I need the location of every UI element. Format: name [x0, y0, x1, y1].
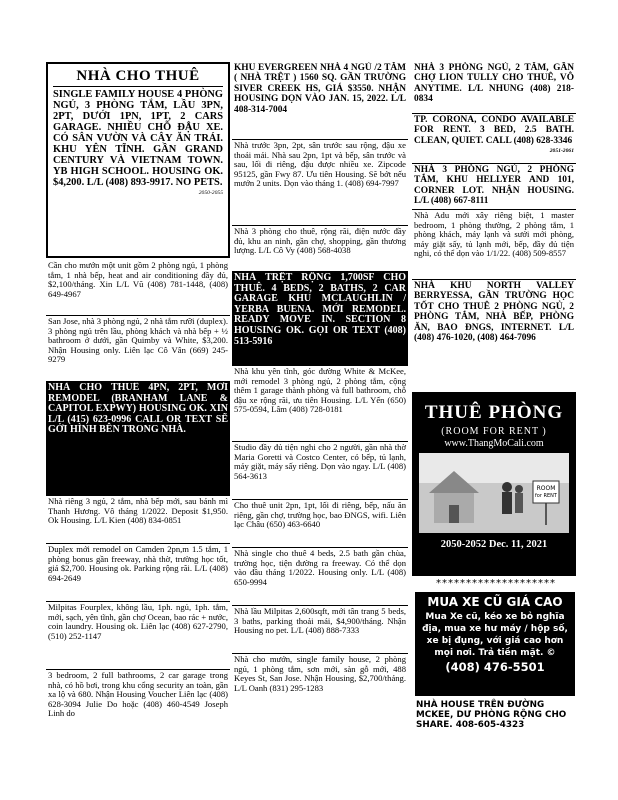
- car-ad-phone: (408) 476-5501: [445, 660, 545, 674]
- classified-ad: Nhà Adu mới xây riêng biệt, 1 master bedroom, 1 phòng thường, 2 phòng tắm, 1 phòng khách, máy lạnh và sưởi mới phòng, máy giặt sấy, tủ lạnh mới, bếp, đầy đủ tiện nghi, có thể dọn vào 1/1/22. (408) 509-8557: [412, 210, 576, 280]
- classified-ad-bold: [412, 114, 576, 164]
- car-ad-body: Mua Xe cũ, kéo xe bỏ nghĩa địa, mua xe hư máy / hộp số, xe bị đụng, với giá cao hơn mọi nơi. Trả tiền mặt. ©: [422, 612, 568, 658]
- inverse-ad: NHÀ CHO THUÊ 4PN, 2PT, MỚI REMODEL (BRANHAM LANE & CAPITOL EXPWY) HOUSING OK. XIN L/L (415) 623-0996 CALL OR TEXT SẼ GỞI HÌNH BÊN TRONG NHÀ.: [46, 382, 230, 496]
- room-subtitle: (ROOM FOR RENT ): [441, 426, 547, 437]
- classified-ad: Cho thuê unit 2pn, 1pt, lối đi riêng, bếp, nấu ăn riêng, gần chợ, trường học, bao ĐNGS, wifi. Liên lạc Châu (650) 463-6640: [232, 500, 408, 548]
- classified-ad: Nhà 3 phòng cho thuê, rộng rãi, điện nước đầy đủ, khu an ninh, gần chợ, shopping, gần thương lượng. L/L Cô Vy (408) 568-4038: [232, 226, 408, 272]
- house-illustration-icon: [419, 453, 569, 533]
- classified-ad: Milpitas Fourplex, không lầu, 1ph. ngủ, 1ph. tắm, mới, sạch, yên tĩnh, gần chợ Ocean, bao rác + nước, coin laundry. Housing ok. Liên lạc (408) 627-2790, (510) 252-1147: [46, 602, 230, 670]
- classified-ad-bold: NHÀ KHU NORTH VALLEY BERRYESSA, GẦN TRƯỜNG HỌC TỐT CHO THUÊ 2 PHÒNG NGỦ, 2 PHÒNG TẮM, NHÀ BẾP, PHÒNG ĂN, BAO ĐNGS, INTERNET. L/L (408) 476-1020, (408) 464-7096: [414, 281, 574, 344]
- classified-ad: Cần cho mướn một unit gồm 2 phòng ngủ, 1 phòng tắm, 1 nhà bếp, heat and air conditioning đầy đủ, $2,100/tháng. Xin L/L Vũ (408) 781-1448, (408) 649-4967: [46, 260, 230, 316]
- used-car-ad-box: [415, 592, 575, 696]
- classified-ad: Duplex mới remodel on Camden 2pn,m 1.5 tắm, 1 phòng bonus gần freeway, nhà thờ, trường học tốt, giá $2,700. Housing ok. Parking rộng rãi. L/L (408) 694-2649: [46, 544, 230, 602]
- classified-ad: Nhà khu yên tĩnh, góc đường White & McKee, mới remodel 3 phòng ngủ, 2 phòng tắm, cộng thêm 1 garage thành phòng và full bathroom, chỗ đậu xe rộng rãi, ưu tiên Housing. L/L Yến (650) 575-0594, Lâm (408) 728-0181: [232, 366, 408, 442]
- classified-ad: Nhà trước 3pn, 2pt, sân trước sau rộng, đậu xe thoải mái. Nhà sau 2pn, 1pt và bếp, sân trước và sau, lối đi riêng, đậu được nhiều xe. Zipcode 95125, gần Fwy 87. Ưu tiên Housing. Sẽ bớt nếu mướn 2 units. Dọn vào tháng 1. (408) 694-7997: [232, 140, 408, 226]
- classified-ad: Nhà riêng 3 ngủ, 2 tắm, nhà bếp mới, sau bánh mì Thanh Hương. Vô tháng 1/2022. Deposit $1,950. Ok Housing. L/L Kien (408) 834-0851: [46, 496, 230, 544]
- column-1: [46, 62, 230, 746]
- issue-date: 2050-2052 Dec. 11, 2021: [440, 539, 548, 550]
- sign-line-1: ROOM: [536, 485, 556, 492]
- classified-ad: Studio đầy đủ tiện nghi cho 2 người, gần nhà thờ Maria Goretti và Costco Center, có bếp, tủ lạnh, máy giặt, máy sấy riêng. Dọn vào ngay. L/L (408) 564-3613: [232, 442, 408, 500]
- classified-ad: Nhà single cho thuê 4 beds, 2.5 bath gần chùa, trường học, tiện đường ra freeway. Có thể dọn vào đầu tháng 1/2022. Housing only. L/L (408) 650-9994: [232, 548, 408, 606]
- column-3: [412, 62, 576, 366]
- room-for-rent-box: [412, 392, 576, 576]
- car-ad-title: MUA XE CŨ GIÁ CAO: [427, 595, 563, 609]
- room-url: www.ThangMoCali.com: [444, 438, 544, 449]
- featured-ad-box: [46, 62, 230, 258]
- classified-ad-bold: NHÀ 3 PHÒNG NGỦ, 2 PHÒNG TẮM, KHU HELLYER AND 101, CORNER LOT. NHẬN HOUSING. L/L (408) 667-8111: [412, 164, 576, 210]
- classified-ad: Nhà cho mướn, single family house, 2 phòng ngủ, 1 phòng tắm, sơn mới, sàn gỗ mới, 488 Keyes St, San Jose. Nhận Housing, $2,700/tháng. L/L Oanh (831) 295-1283: [234, 654, 406, 693]
- featured-ad-body: SINGLE FAMILY HOUSE 4 PHÒNG NGỦ, 3 PHÒNG TẮM, LẦU 3PN, 2PT, DƯỚI 1PN, 1PT, 2 CARS GARAGE. NHIỀU CHỖ ĐẬU XE. CÓ SÂN VƯỜN VÀ CÂY ĂN TRÁI. KHU YÊN TĨNH. GẦN GRAND CENTURY VÀ VIETNAM TOWN. YB HIGH SCHOOL. HOUSING OK. $4,200. L/L (408) 893-9917. NO PETS.: [53, 89, 223, 188]
- inverse-ad: NHÀ TRỆT RỘNG 1,700SF CHO THUÊ. 4 BEDS, 2 BATHS, 2 CAR GARAGE KHU MCLAUGHLIN / YERBA BUENA. MỚI REMODEL. READY MOVE IN. SECTION 8 HOUSING OK. GỌI OR TEXT (408) 513-5916: [232, 272, 408, 366]
- room-illustration: [419, 453, 569, 533]
- top-ad-evergreen: KHU EVERGREEN NHÀ 4 NGỦ /2 TẮM ( NHÀ TRỆT ) 1560 SQ. GẦN TRƯỜNG SIVER CREEK HS, GIÁ $3550. NHẬN HOUSING DỌN VÀO JAN. 15, 2022. L/L 408-314-7004: [232, 62, 408, 140]
- featured-ad-code: 2050-2055: [198, 190, 223, 196]
- sign-line-2: for RENT: [535, 493, 557, 499]
- corona-ad-code: 2051-2061: [549, 148, 574, 155]
- classified-ad: San Jose, nhà 3 phòng ngủ, 2 nhà tắm rưỡi (duplex). 3 phòng ngủ trên lầu, phòng khách và nhà bếp + ½ bathroom ở dưới, gần Quimby và White, $3,200. Nhận Housing only. Liên lạc Cô Vân (669) 245-9279: [46, 316, 230, 382]
- featured-ad-headline: NHÀ CHO THUÊ: [53, 68, 223, 87]
- corona-ad-text: TP. CORONA, CONDO AVAILABLE FOR RENT. 3 BED, 2.5 BATH. CLEAN, QUIET. CALL (408) 628-3346: [414, 115, 574, 146]
- share-house-ad: NHÀ HOUSE TRÊN ĐƯỜNG MCKEE, DƯ PHÒNG RỘNG CHO SHARE. 408-605-4323: [416, 700, 567, 730]
- classified-ad: Nhà lầu Milpitas 2,600sqft, mới tân trang 5 beds, 3 baths, parking thoải mái, $4,900/tháng. Nhận Housing no pet. L/L (408) 888-7333: [232, 606, 408, 654]
- classified-ad-bold: NHÀ 3 PHÒNG NGỦ, 2 TẮM, GẦN CHỢ LION TULLY CHO THUÊ, VÔ ANYTIME. L/L NHUNG (408) 218-0834: [412, 62, 576, 114]
- classified-ad: 3 bedroom, 2 full bathrooms, 2 car garage trong nhà, có hồ bơi, trong khu cổng security an toàn, gần xa lộ và 680. Nhận Housing Voucher Liên lạc (408) 628-3094 Julie Do hoặc (408) 460-4549 Joseph Linh do: [48, 670, 228, 719]
- room-title: THUÊ PHÒNG: [424, 402, 564, 423]
- column-2: [232, 62, 408, 712]
- stars-divider: ********************: [436, 578, 556, 589]
